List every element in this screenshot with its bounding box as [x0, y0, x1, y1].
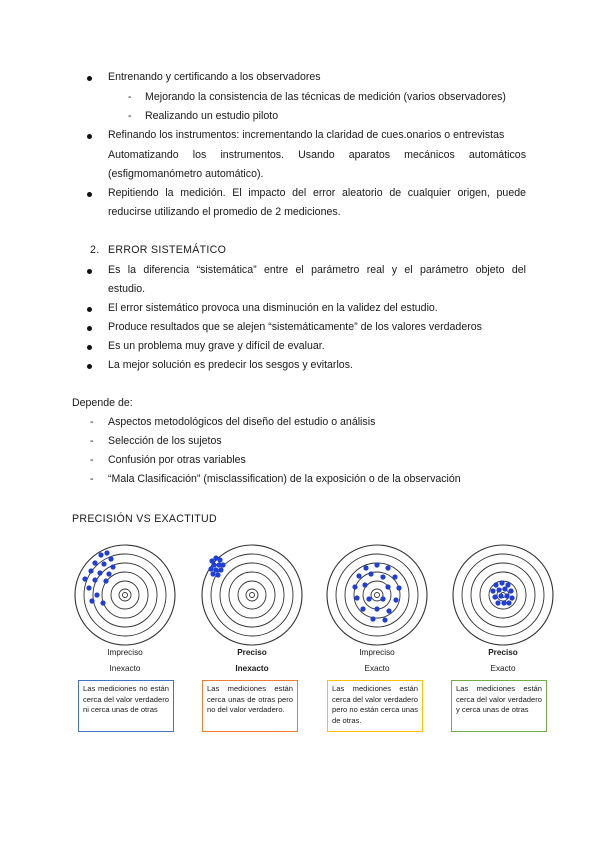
target-ring [111, 581, 139, 609]
target-ring [93, 563, 157, 627]
measurement-dot [366, 596, 371, 601]
measurement-dot [92, 560, 97, 565]
measurement-dot [493, 582, 498, 587]
depende-item: Aspectos metodológicos del diseño del estudio o análisis [108, 416, 376, 428]
target-ring [220, 563, 284, 627]
measurement-dot [104, 550, 109, 555]
target-label-exactitud: Inexacto [109, 664, 141, 673]
target-label-precision: Impreciso [359, 648, 395, 657]
measurement-dot [498, 593, 503, 598]
measurement-dot [385, 565, 390, 570]
measurement-dot [490, 588, 495, 593]
bullet-solucion: La mejor solución es predecir los sesgos y evitarlos. [108, 359, 353, 371]
bullet-repeating-line2: reducirse utilizando el promedio de 2 mediciones. [108, 206, 341, 218]
bullet-problema: Es un problema muy grave y difícil de evaluar. [108, 340, 325, 352]
measurement-dot [508, 588, 513, 593]
measurement-dot [386, 608, 391, 613]
measurement-dot [496, 587, 501, 592]
measurement-dot [220, 562, 225, 567]
caption-box-1: Las mediciones no están cerca del valor verdadero ni cerca unas de otras [78, 680, 174, 732]
measurement-dot [218, 567, 223, 572]
measurement-dot [385, 584, 390, 589]
dash-marker: - [128, 110, 132, 122]
dash-marker: - [128, 91, 132, 103]
measurement-dot [393, 597, 398, 602]
target-preciso-inexacto [200, 543, 304, 647]
measurement-dot [506, 600, 511, 605]
bullet-training: Entrenando y certificando a los observadores [108, 71, 321, 83]
measurement-dot [352, 584, 357, 589]
target-impreciso-exacto [325, 543, 429, 647]
measurement-dot [97, 570, 102, 575]
measurement-dot [495, 600, 500, 605]
measurement-dot [215, 572, 220, 577]
measurement-dot [94, 592, 99, 597]
target-ring [250, 593, 255, 598]
sub-pilot: Realizando un estudio piloto [145, 110, 279, 122]
section-heading: ERROR SISTEMÁTICO [108, 244, 227, 256]
target-label-precision: Preciso [488, 648, 518, 657]
measurement-dot [368, 571, 373, 576]
measurement-dot [92, 577, 97, 582]
target-ring [102, 572, 148, 618]
target-ring [246, 589, 258, 601]
depende-label: Depende de: [72, 397, 133, 409]
measurement-dot [98, 552, 103, 557]
measurement-dot [396, 585, 401, 590]
section-number: 2. [90, 244, 100, 256]
target-ring [229, 572, 275, 618]
measurement-dot [217, 557, 222, 562]
caption-box-2: Las mediciones están cerca unas de otras pero no del valor verdadero. [202, 680, 298, 732]
bullet-diferencia: Es la diferencia “sistemática” entre el parámetro real y el parámetro objeto del [108, 264, 526, 276]
target-label-exactitud: Exacto [364, 664, 390, 673]
measurement-dot [108, 556, 113, 561]
target-preciso-exacto [451, 543, 555, 647]
bullet-refining-line3: (esfigmomanómetro automático). [108, 168, 264, 180]
measurement-dot [86, 585, 91, 590]
measurement-dot [382, 617, 387, 622]
precision-title: PRECISIÓN VS EXACTITUD [72, 513, 217, 525]
measurement-dot [88, 568, 93, 573]
bullet-refining-line2: Automatizando los instrumentos. Usando aparatos mecánicos automáticos [108, 149, 526, 161]
target-ring [123, 593, 128, 598]
measurement-dot [356, 573, 361, 578]
target-ring [375, 593, 380, 598]
target-ring [345, 563, 409, 627]
target-ring [327, 545, 427, 645]
measurement-dot [499, 580, 504, 585]
depende-item: Confusión por otras variables [108, 454, 246, 466]
measurement-dot [210, 571, 215, 576]
bullet-resultados: Produce resultados que se alejen “sistemáticamente” de los valores verdaderos [108, 321, 482, 333]
measurement-dot [360, 606, 365, 611]
measurement-dot [106, 571, 111, 576]
measurement-dot [89, 598, 94, 603]
target-label-exactitud: Exacto [490, 664, 516, 673]
measurement-dot [208, 566, 213, 571]
measurement-dot [101, 561, 106, 566]
measurement-dot [380, 574, 385, 579]
target-ring [238, 581, 266, 609]
measurement-dot [509, 595, 514, 600]
measurement-dot [82, 576, 87, 581]
caption-box-3: Las mediciones están cerca del valor verdadero pero no están cerca unas de otras. [327, 680, 423, 732]
bullet-diferencia-line2: estudio. [108, 283, 146, 295]
measurement-dot [501, 600, 506, 605]
target-ring [119, 589, 131, 601]
target-label-precision: Impreciso [107, 648, 143, 657]
target-impreciso-inexacto [73, 543, 177, 647]
target-label-3 [325, 645, 429, 677]
measurement-dot [380, 596, 385, 601]
caption-box-4: Las mediciones están cerca del valor verdadero y cerca unas de otras [451, 680, 547, 732]
measurement-dot [363, 565, 368, 570]
bullet-refining: Refinando los instrumentos: incrementando la claridad de cues.onarios o entrevistas [108, 129, 505, 141]
target-label-exactitud: Inexacto [235, 664, 269, 673]
measurement-dot [374, 562, 379, 567]
measurement-dot [110, 564, 115, 569]
dash-marker: - [90, 416, 94, 428]
measurement-dot [370, 616, 375, 621]
measurement-dot [492, 594, 497, 599]
bullet-repeating: Repitiendo la medición. El impacto del error aleatorio de cualquier origen, puede [108, 187, 526, 199]
measurement-dot [392, 574, 397, 579]
dash-marker: - [90, 473, 94, 485]
measurement-dot [374, 606, 379, 611]
measurement-dot [504, 593, 509, 598]
measurement-dot [100, 600, 105, 605]
target-label-1 [73, 645, 177, 677]
measurement-dot [362, 582, 367, 587]
dash-marker: - [90, 435, 94, 447]
measurement-dot [103, 578, 108, 583]
depende-item: Selección de los sujetos [108, 435, 222, 447]
target-ring [75, 545, 175, 645]
measurement-dot [502, 586, 507, 591]
depende-item: “Mala Clasificación” (misclassification) de la exposición o de la observación [108, 473, 461, 485]
dash-marker: - [90, 454, 94, 466]
target-label-precision: Preciso [237, 648, 267, 657]
measurement-dot [354, 595, 359, 600]
target-label-4 [451, 645, 555, 677]
bullet-validez: El error sistemático provoca una disminución en la validez del estudio. [108, 302, 438, 314]
sub-consistency: Mejorando la consistencia de las técnicas de medición (varios observadores) [145, 91, 506, 103]
target-label-2 [200, 645, 304, 677]
